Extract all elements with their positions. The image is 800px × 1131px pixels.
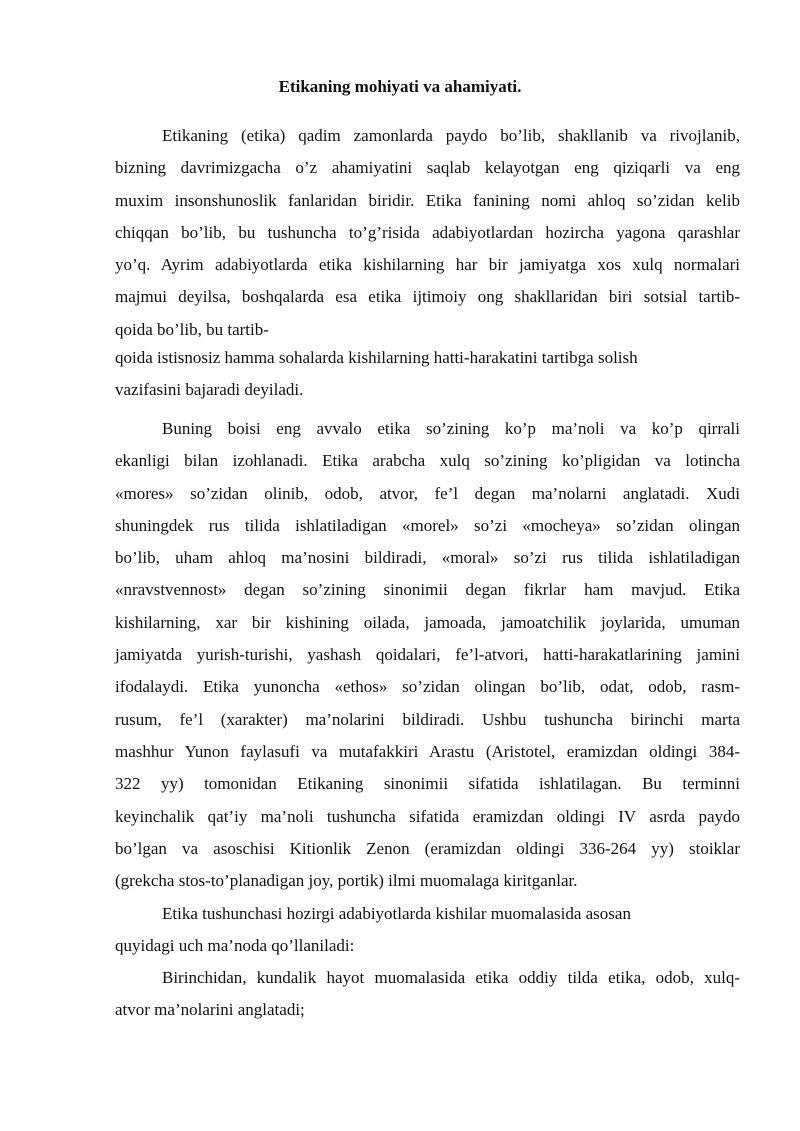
text-line: Birinchidan, kundalik hayot muomalasida etika oddiy tilda etika, odob, xulq-: [162, 968, 740, 987]
text-line: (grekcha stos-to’planadigan joy, portik) ilmi muomalaga kiritganlar.: [115, 871, 578, 891]
text-line: yo’q. Ayrim adabiyotlarda etika kishilarning har bir jamiyatga xos xulq normalari: [115, 255, 740, 275]
text-line: bizning davrimizgacha o’z ahamiyatini saqlab kelayotgan eng qiziqarli va eng: [115, 158, 740, 178]
text-line: Etikaning (etika) qadim zamonlarda paydo bo’lib, shakllanib va rivojlanib,: [162, 126, 740, 145]
document-title: Etikaning mohiyati va ahamiyati.: [278, 77, 522, 96]
text-line: majmui deyilsa, boshqalarda esa etika ijtimoiy ong shakllaridan biri sotsial tartib-: [115, 287, 740, 307]
text-line: 322 yy) tomonidan Etikaning sinonimii sifatida ishlatilagan. Bu terminni: [115, 774, 740, 794]
text-line: bo’lgan va asoschisi Kitionlik Zenon (eramizdan oldingi 336-264 yy) stoiklar: [115, 838, 740, 858]
text-line: jamiyatda yurish-turishi, yashash qoidalari, fe’l-atvori, hatti-harakatlarining jamini: [115, 645, 740, 665]
text-line: quyidagi uch ma’noda qo’llaniladi:: [115, 936, 355, 955]
paragraph-4: [115, 962, 740, 994]
text-line: chiqqan bo’lib, bu tushuncha to’g’risida adabiyotlardan hozircha yagona qarashlar: [115, 222, 740, 242]
text-line: «mores» so’zidan olinib, odob, atvor, fe’l degan ma’nolarni anglatadi. Xudi: [115, 483, 740, 503]
text-line: «nravstvennost» degan so’zining sinonimii degan fikrlar ham mavjud. Etika: [115, 580, 740, 600]
text-line: muxim insonshunoslik fanlaridan biridir. Etika fanining nomi ahloq so’zidan kelib: [115, 190, 740, 210]
text-line: Buning boisi eng avvalo etika so’zining ko’p ma’noli va ko’p qirrali: [162, 419, 740, 438]
text-line: bo’lib, uham ahloq ma’nosini bildiradi, «moral» so’zi rus tilida ishlatiladigan: [115, 548, 740, 568]
paragraph-1-continuation: [115, 342, 740, 407]
text-line: qoida istisnosiz hamma sohalarda kishilarning hatti-harakatini tartibga solish: [115, 348, 638, 367]
text-line: vazifasini bajaradi deyiladi.: [115, 380, 304, 400]
text-line: kishilarning, xar bir kishining oilada, jamoada, jamoatchilik joylarida, umuman: [115, 612, 740, 632]
paragraph-3-continuation: [115, 930, 740, 962]
text-line: ifodalaydi. Etika yunoncha «ethos» so’zidan olingan bo’lib, odat, odob, rasm-: [115, 677, 740, 697]
paragraph-2: [115, 413, 740, 897]
paragraph-3: [115, 898, 740, 930]
text-line: keyinchalik qat’iy ma’noli tushuncha sifatida eramizdan oldingi IV asrda paydo: [115, 806, 740, 826]
text-line: qoida bo’lib, bu tartib-: [115, 319, 269, 339]
text-line: ekanligi bilan izohlanadi. Etika arabcha xulq so’zining ko’pligidan va lotincha: [115, 451, 740, 471]
text-line: rusum, fe’l (xarakter) ma’nolarini bildiradi. Ushbu tushuncha birinchi marta: [115, 709, 740, 729]
paragraph-4-continuation: [115, 994, 740, 1026]
text-line: Etika tushunchasi hozirgi adabiyotlarda kishilar muomalasida asosan: [162, 904, 631, 923]
text-line: atvor ma’nolarini anglatadi;: [115, 1000, 305, 1019]
text-line: mashhur Yunon faylasufi va mutafakkiri Arastu (Aristotel, eramizdan oldingi 384-: [115, 741, 740, 761]
text-line: shuningdek rus tilida ishlatiladigan «morel» so’zi «mocheya» so’zidan olingan: [115, 515, 740, 535]
paragraph-1: [115, 120, 740, 346]
